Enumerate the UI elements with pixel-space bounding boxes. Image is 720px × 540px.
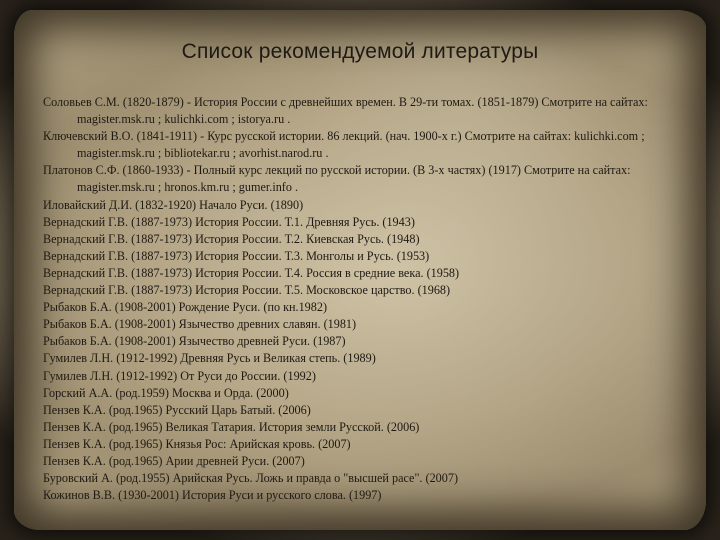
reference-item: Пензев К.А. (род.1965) Арии древней Руси. (2007) <box>43 453 305 468</box>
reference-item: Вернадский Г.В. (1887-1973) История России. Т.2. Киевская Русь. (1948) <box>43 231 420 246</box>
reference-item: Вернадский Г.В. (1887-1973) История России. Т.5. Московское царство. (1968) <box>43 283 451 298</box>
reference-item: Соловьев С.М. (1820-1879) - История России с древнейших времен. В 29-ти томах. (1851-1879) Смотрите на сайтах: magister.msk.ru ; kulichki.com ; istorya.ru . <box>43 95 648 127</box>
reference-item: Рыбаков Б.А. (1908-2001) Рождение Руси. (по кн.1982) <box>43 300 328 315</box>
reference-item: Гумилев Л.Н. (1912-1992) Древняя Русь и Великая степь. (1989) <box>43 351 376 366</box>
reference-item: Вернадский Г.В. (1887-1973) История России. Т.4. Россия в средние века. (1958) <box>43 265 460 280</box>
reference-item: Пензев К.А. (род.1965) Великая Татария. История земли Русской. (2006) <box>43 419 420 434</box>
reference-item: Буровский А. (род.1955) Арийская Русь. Ложь и правда о "высшей расе". (2007) <box>43 471 459 486</box>
reference-item: Горский А.А. (род.1959) Москва и Орда. (2000) <box>43 385 289 400</box>
reference-item: Ключевский В.О. (1841-1911) - Курс русской истории. 86 лекций. (нач. 1900-х г.) Смотрите на сайтах: kulichki.com ; magister.msk.ru ; bibliotekar.ru ; avorhist.narod.ru . <box>43 129 645 161</box>
reference-item: Кожинов В.В. (1930-2001) История Руси и русского слова. (1997) <box>43 488 382 503</box>
reference-item: Иловайский Д.И. (1832-1920) Начало Руси. (1890) <box>43 197 304 212</box>
reference-item: Пензев К.А. (род.1965) Князья Рос: Арийская кровь. (2007) <box>43 436 351 451</box>
reference-item: Вернадский Г.В. (1887-1973) История России. Т.3. Монголы и Русь. (1953) <box>43 248 430 263</box>
reference-list <box>43 94 683 504</box>
reference-item: Гумилев Л.Н. (1912-1992) От Руси до России. (1992) <box>43 368 316 383</box>
reference-item: Рыбаков Б.А. (1908-2001) Язычество древних славян. (1981) <box>43 317 357 332</box>
reference-item: Пензев К.А. (род.1965) Русский Царь Батый. (2006) <box>43 402 311 417</box>
page-title: Список рекомендуемой литературы <box>181 40 539 63</box>
reference-item: Рыбаков Б.А. (1908-2001) Язычество древней Руси. (1987) <box>43 334 346 349</box>
reference-item: Платонов С.Ф. (1860-1933) - Полный курс лекций по русской истории. (В 3-х частях) (1917) Смотрите на сайтах: magister.msk.ru ; hronos.km.ru ; gumer.info . <box>43 163 631 195</box>
reference-item: Вернадский Г.В. (1887-1973) История России. Т.1. Древняя Русь. (1943) <box>43 214 415 229</box>
